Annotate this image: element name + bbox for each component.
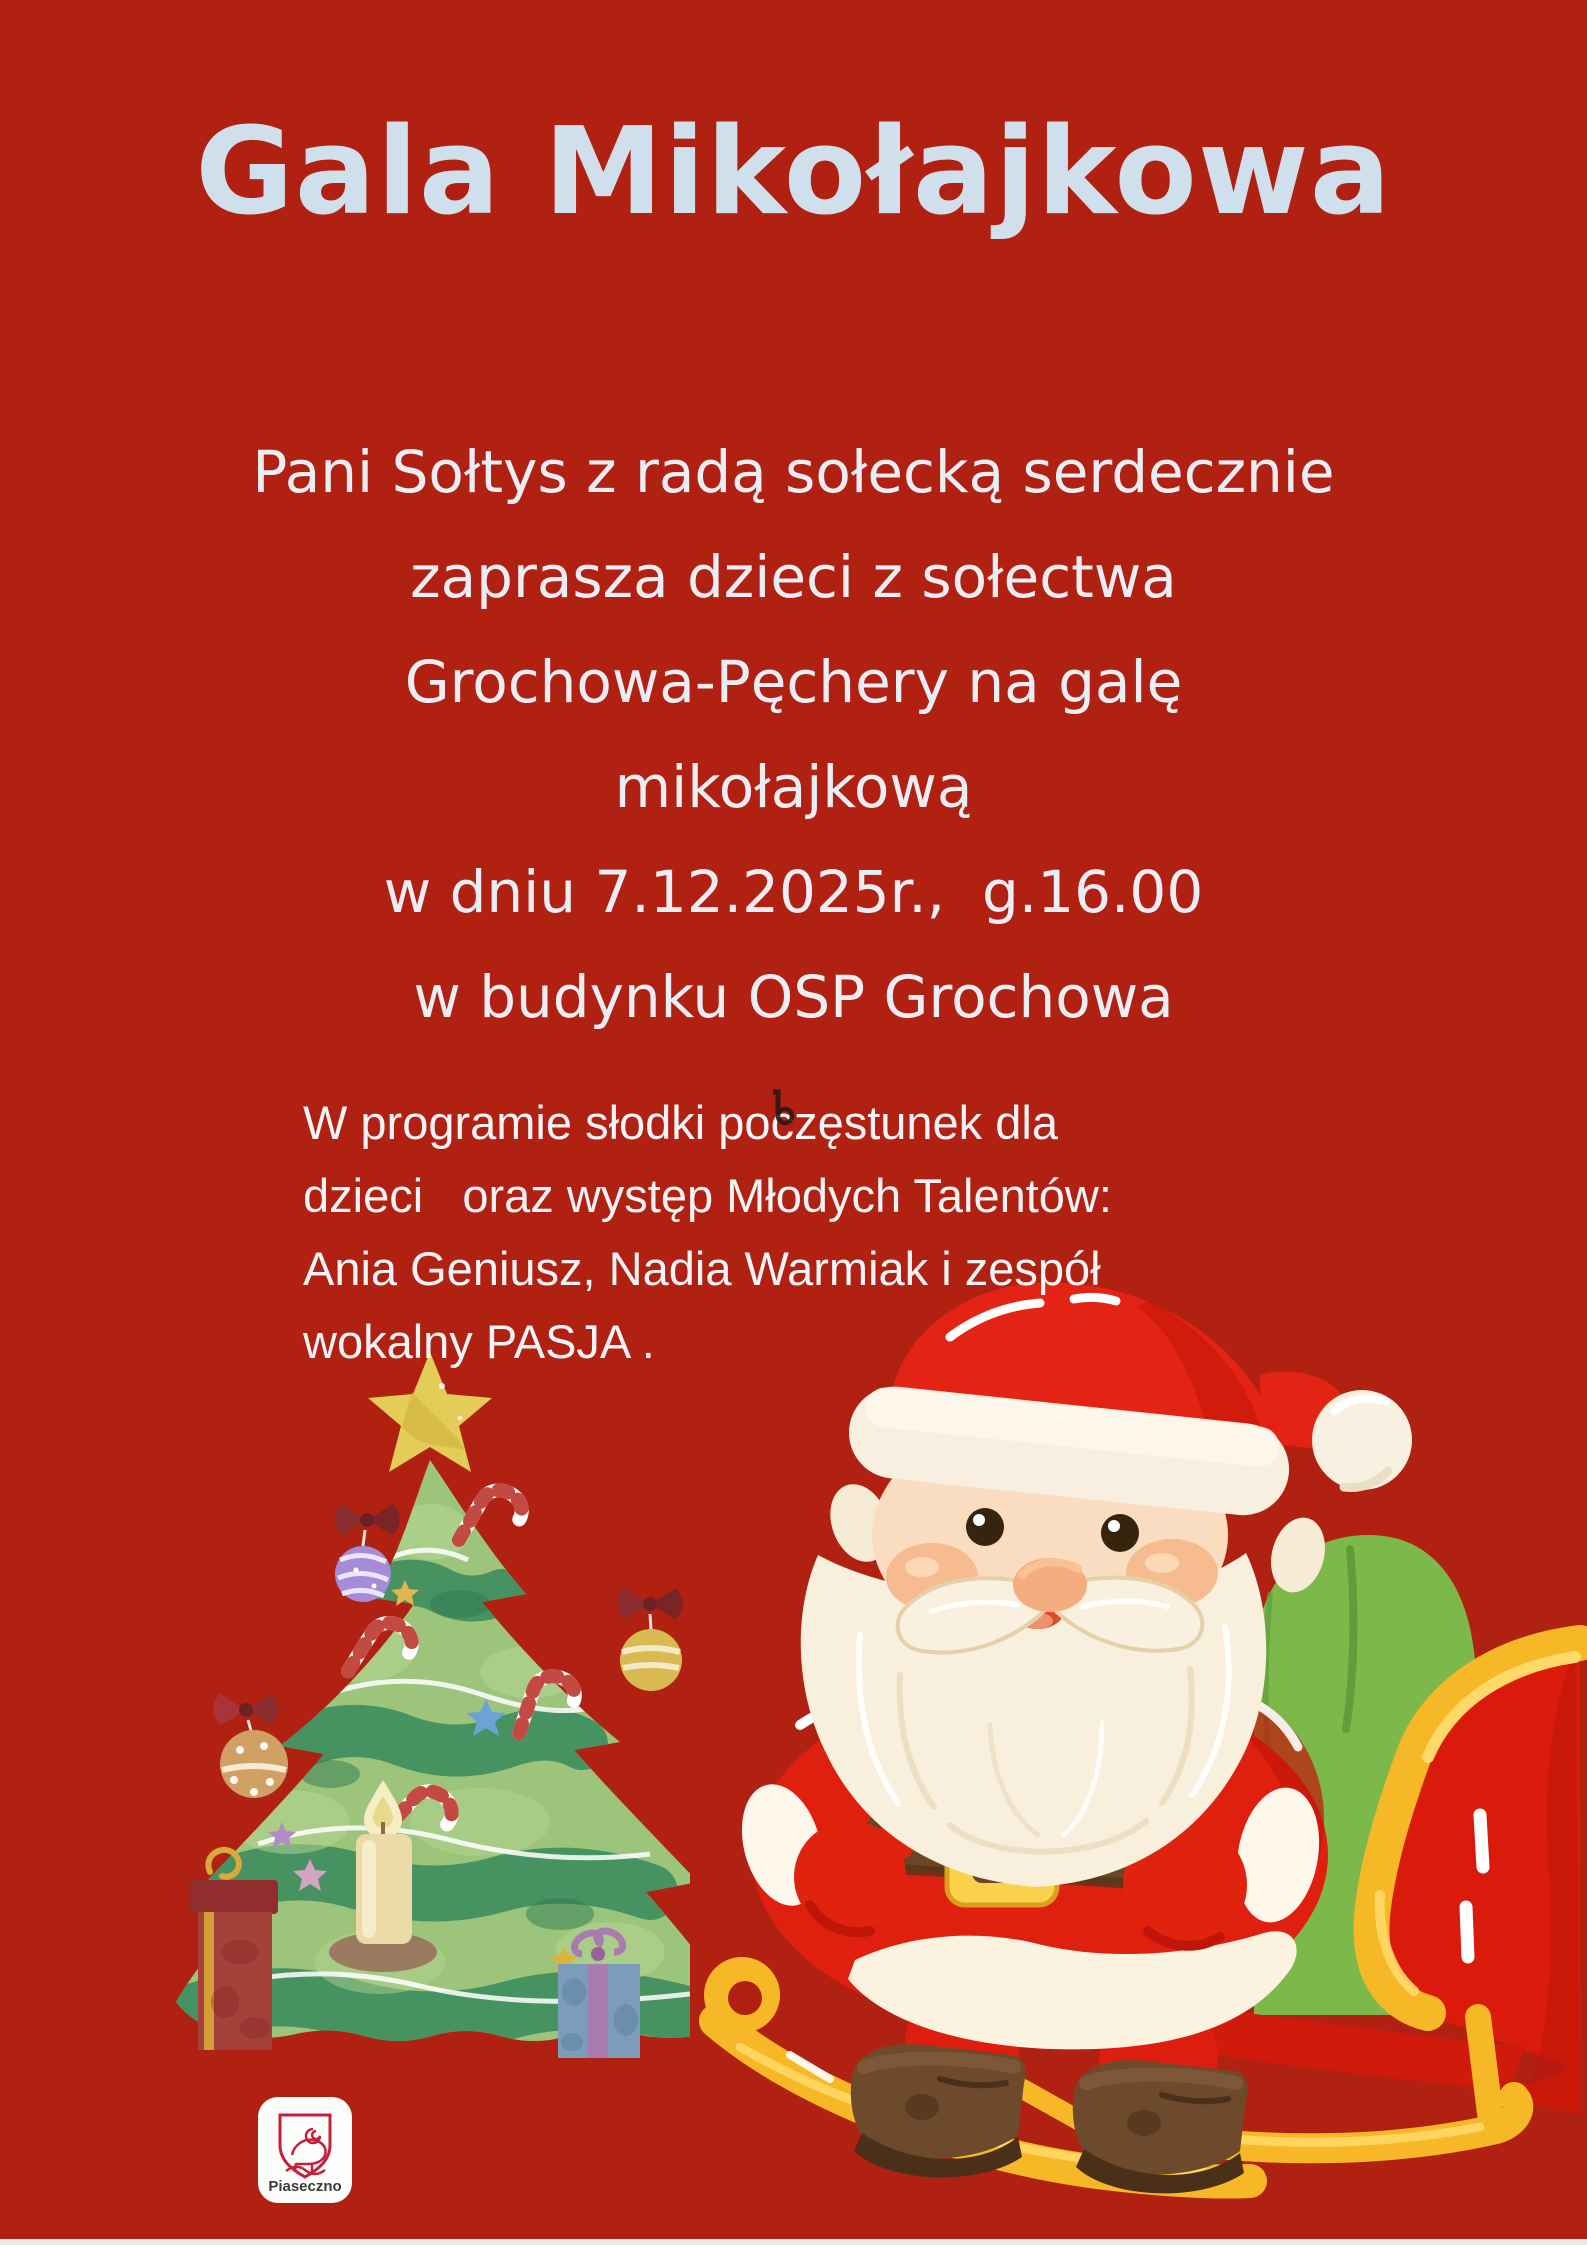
invitation-text [0, 420, 1587, 1050]
program-line: Ania Geniusz, Nadia Warmiak i zespół [303, 1242, 1101, 1295]
santa-sleigh-illustration [650, 1255, 1587, 2245]
program-line: W programie słodki poczęstunek dla [303, 1096, 1058, 1149]
program-line: dzieci oraz występ Młodych Talentów: [303, 1169, 1112, 1222]
piaseczno-logo [258, 2097, 352, 2203]
program-line: wokalny PASJA . [303, 1315, 655, 1368]
santa-boot-left [851, 2044, 1026, 2177]
santa-eye-left [966, 1508, 1004, 1546]
santa-eye-right [1101, 1514, 1139, 1552]
invitation-line: mikołajkową [614, 753, 973, 821]
text-cursor-artifact [766, 1089, 796, 1127]
invitation-line: Pani Sołtys z radą sołecką serdecznie [252, 438, 1335, 506]
logo-label: Piaseczno [268, 2178, 342, 2195]
invitation-line: zaprasza dzieci z sołectwa [410, 543, 1177, 611]
hat-pompom [1312, 1390, 1412, 1490]
poster-title: Gala Mikołajkowa [195, 103, 1392, 242]
coat-of-arms-icon [258, 2107, 352, 2187]
invitation-date-line: w dniu 7.12.2025r., g.16.00 [383, 858, 1204, 926]
christmas-tree-illustration [130, 1352, 690, 2062]
invitation-line: Grochowa-Pęchery na galę [404, 648, 1183, 716]
bottom-edge-strip [0, 2239, 1587, 2245]
ornament-orange-ball [213, 1694, 288, 1798]
program-text [303, 1086, 1303, 1378]
invitation-venue-line: w budynku OSP Grochowa [413, 963, 1174, 1031]
santa-boot-right [1073, 2060, 1248, 2193]
